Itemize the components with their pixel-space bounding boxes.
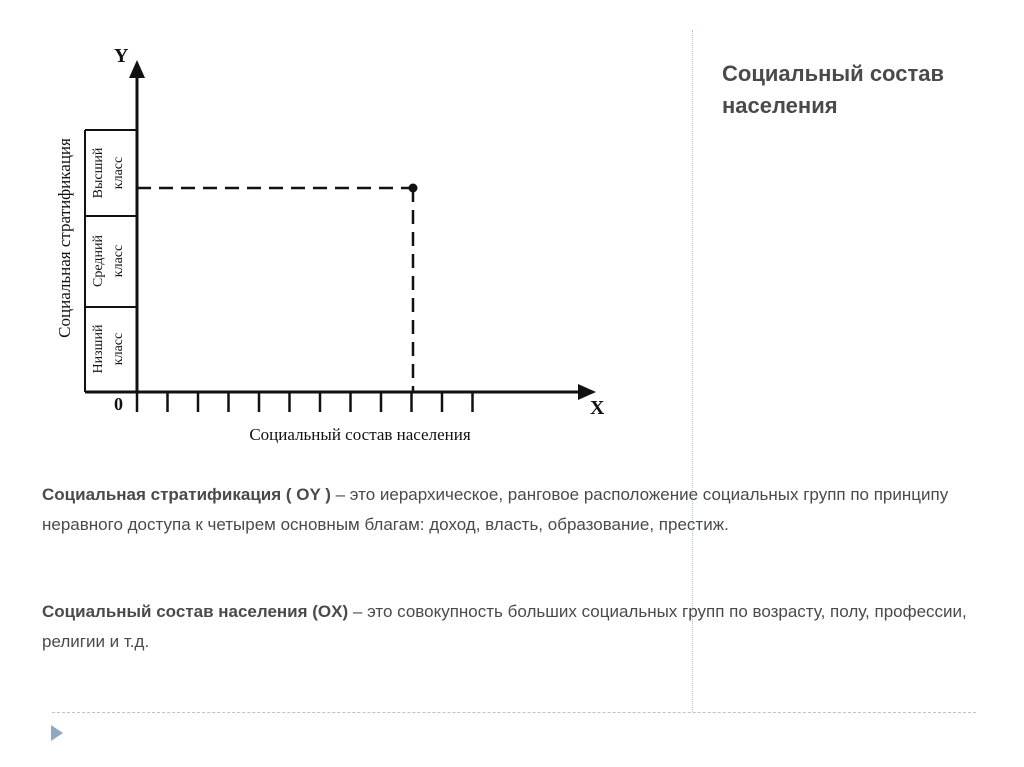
- class-label-high-line2: класс: [111, 156, 126, 190]
- slide-title: Социальный состав населения: [722, 61, 944, 118]
- definition-term: Социальный состав населения (OX): [42, 602, 349, 621]
- class-label-low-line1: Низший: [91, 324, 106, 374]
- definition-text: – это иерархическое, ранговое расположение социальных групп по принципу неравного доступа к четырем основным благам: доход, власть, образование, престиж.: [42, 485, 949, 534]
- class-label-low-line2: класс: [111, 332, 126, 366]
- position-point: [409, 184, 418, 193]
- definition-text: – это совокупность больших социальных групп по возрасту, полу, профессии, религии и т.д.: [42, 602, 967, 651]
- y-axis-arrow: [129, 60, 145, 78]
- triangle-bullet-icon: [50, 724, 64, 742]
- origin-label: 0: [114, 394, 123, 414]
- class-label-middle-line1: Средний: [91, 235, 106, 287]
- definition-population: [42, 597, 982, 657]
- y-axis-title: Социальная стратификация: [55, 138, 74, 338]
- definition-term: Социальная стратификация ( OY ): [42, 485, 331, 504]
- definition-stratification: [42, 480, 982, 540]
- y-axis-letter: Y: [114, 45, 129, 67]
- horizontal-separator: [52, 712, 976, 713]
- stratification-diagram: [30, 30, 670, 460]
- class-label-middle-line2: класс: [111, 244, 126, 278]
- class-label-high-line1: Высший: [91, 147, 106, 199]
- x-axis-letter: X: [590, 397, 605, 419]
- x-axis-title: Социальный состав населения: [249, 425, 471, 444]
- x-axis-ticks: [137, 392, 473, 412]
